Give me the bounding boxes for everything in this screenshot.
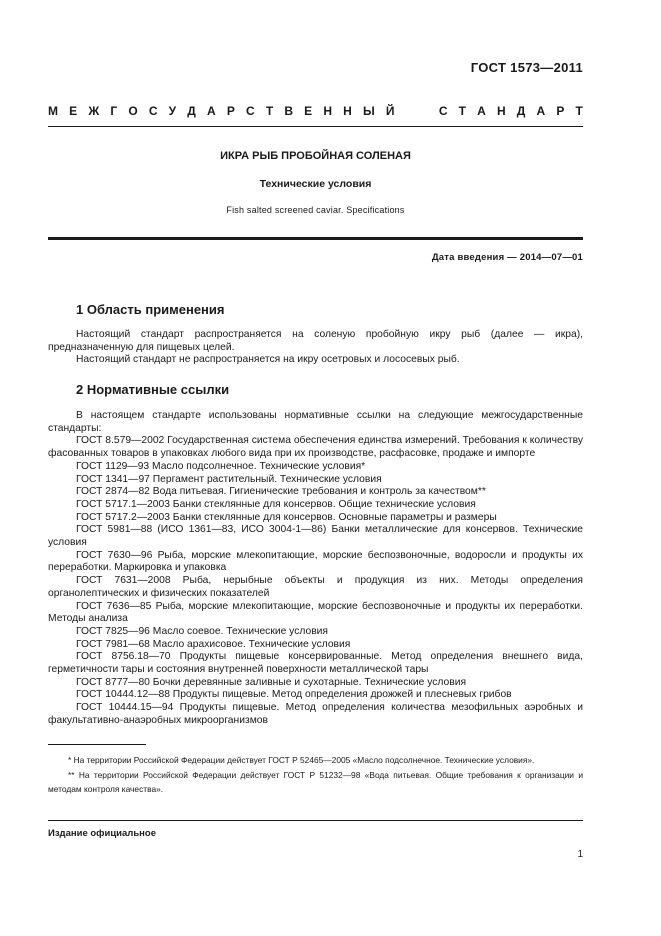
reference-item: ГОСТ 7631—2008 Рыба, нерыбные объекты и продукция из них. Методы определения органолептических и физических показателей	[48, 575, 583, 599]
footnote-divider	[48, 744, 146, 745]
section-scope-body	[48, 329, 583, 367]
banner-letter: Н	[343, 104, 352, 118]
paragraph: В настоящем стандарте использованы нормативные ссылки на следующие межгосударственные стандарты:	[48, 410, 583, 434]
title-divider	[48, 237, 583, 240]
reference-item: ГОСТ 5717.2—2003 Банки стеклянные для консервов. Основные параметры и размеры	[76, 511, 497, 523]
paragraph: Настоящий стандарт не распространяется на икру осетровых и лососевых рыб.	[76, 354, 460, 366]
page-number: 1	[577, 849, 583, 860]
section-references-body	[48, 410, 583, 728]
official-edition-label: Издание официальное	[48, 828, 156, 839]
banner-letter: Д	[516, 104, 526, 118]
reference-item: ГОСТ 8777—80 Бочки деревянные заливные и сухотарные. Технические условия	[76, 676, 467, 688]
reference-item: ГОСТ 5981—88 (ИСО 1361—83, ИСО 3004-1—86) Банки металлические для консервов. Технические условия	[48, 524, 583, 549]
standard-code: ГОСТ 1573—2011	[470, 60, 583, 75]
banner-letter: Т	[575, 104, 583, 118]
banner-letter: Н	[496, 104, 506, 118]
banner-letter: Р	[226, 104, 235, 118]
banner-letter: А	[536, 104, 546, 118]
banner-gap	[406, 104, 428, 118]
banner-letter: Д	[187, 104, 196, 118]
reference-item: ГОСТ 2874—82 Вода питьевая. Гигиенические требования и контроль за качеством**	[76, 486, 486, 498]
reference-item: ГОСТ 1129—93 Масло подсолнечное. Технические условия*	[76, 460, 366, 472]
banner-letter: Р	[556, 104, 565, 118]
banner-letter: А	[477, 104, 486, 118]
footnote: ** На территории Российской Федерации действует ГОСТ Р 51232—98 «Вода питьевая. Общие требования к организации и методам контроля качества».	[48, 769, 583, 794]
banner-letter: Е	[304, 104, 313, 118]
reference-item: ГОСТ 7636—85 Рыба, морские млекопитающие, морские беспозвоночные и продукты их переработки. Методы анализа	[48, 600, 583, 625]
reference-item: ГОСТ 8.579—2002 Государственная система обеспечения единства измерений. Требования к количеству фасованных товаров в упаковках любого вида при их производстве, расфасовке, продаже и импорте	[48, 435, 583, 460]
reference-item: ГОСТ 7825—96 Масло соевое. Технические условия	[76, 625, 329, 637]
banner-letter: Т	[458, 104, 466, 118]
section-heading-references: 2 Нормативные ссылки	[76, 382, 230, 397]
reference-item: ГОСТ 7981—68 Масло арахисовое. Технические условия	[76, 638, 351, 650]
reference-item: ГОСТ 1341—97 Пергамент растительный. Технические условия	[76, 473, 382, 485]
banner-letter: Ы	[362, 104, 375, 118]
banner-letter: Ж	[88, 104, 100, 118]
paragraph: Настоящий стандарт распространяется на соленую пробойную икру рыб (далее — икра), предназначенную для пищевых целей.	[48, 329, 583, 353]
section-heading-scope: 1 Область применения	[76, 302, 225, 317]
document-subtitle: Технические условия	[259, 178, 372, 190]
banner-letter: М	[48, 104, 58, 118]
banner-letter: А	[206, 104, 216, 118]
reference-item: ГОСТ 10444.12—88 Продукты пищевые. Метод определения дрожжей и плесневых грибов	[76, 689, 512, 701]
banner-letter: С	[245, 104, 255, 118]
reference-item: ГОСТ 5717.1—2003 Банки стеклянные для консервов. Общие технические условия	[76, 498, 476, 510]
banner-letter: Г	[110, 104, 118, 118]
banner-letter: Й	[385, 104, 395, 118]
banner-letter: Т	[265, 104, 274, 118]
banner-letter: Е	[69, 104, 78, 118]
english-title: Fish salted screened caviar. Specifications	[226, 205, 405, 215]
footnotes	[48, 753, 583, 797]
banner-letter: С	[148, 104, 158, 118]
reference-item: ГОСТ 8756.18—70 Продукты пищевые консервированные. Метод определения внешнего вида, герметичности тары и состояния внутренней поверхности металлической тары	[48, 651, 583, 676]
header-divider	[48, 126, 583, 127]
banner-letter: У	[168, 104, 177, 118]
interstate-standard-banner	[48, 104, 583, 118]
footnote: * На территории Российской Федерации действует ГОСТ Р 52465—2005 «Масло подсолнечное. Технические условия».	[68, 755, 535, 765]
banner-letter: В	[284, 104, 293, 118]
banner-letter: О	[128, 104, 138, 118]
banner-letter: С	[438, 104, 448, 118]
footer-divider	[48, 820, 583, 821]
banner-letter: Н	[323, 104, 332, 118]
introduction-date: Дата введения — 2014—07—01	[431, 252, 583, 263]
reference-item: ГОСТ 10444.15—94 Продукты пищевые. Метод определения количества мезофильных аэробных и факультативно-анаэробных микроорганизмов	[48, 702, 583, 726]
document-title: ИКРА РЫБ ПРОБОЙНАЯ СОЛЕНАЯ	[220, 150, 411, 162]
reference-item: ГОСТ 7630—96 Рыба, морские млекопитающие, морские беспозвоночные, водоросли и продукты их переработки. Маркировка и упаковка	[48, 549, 583, 574]
